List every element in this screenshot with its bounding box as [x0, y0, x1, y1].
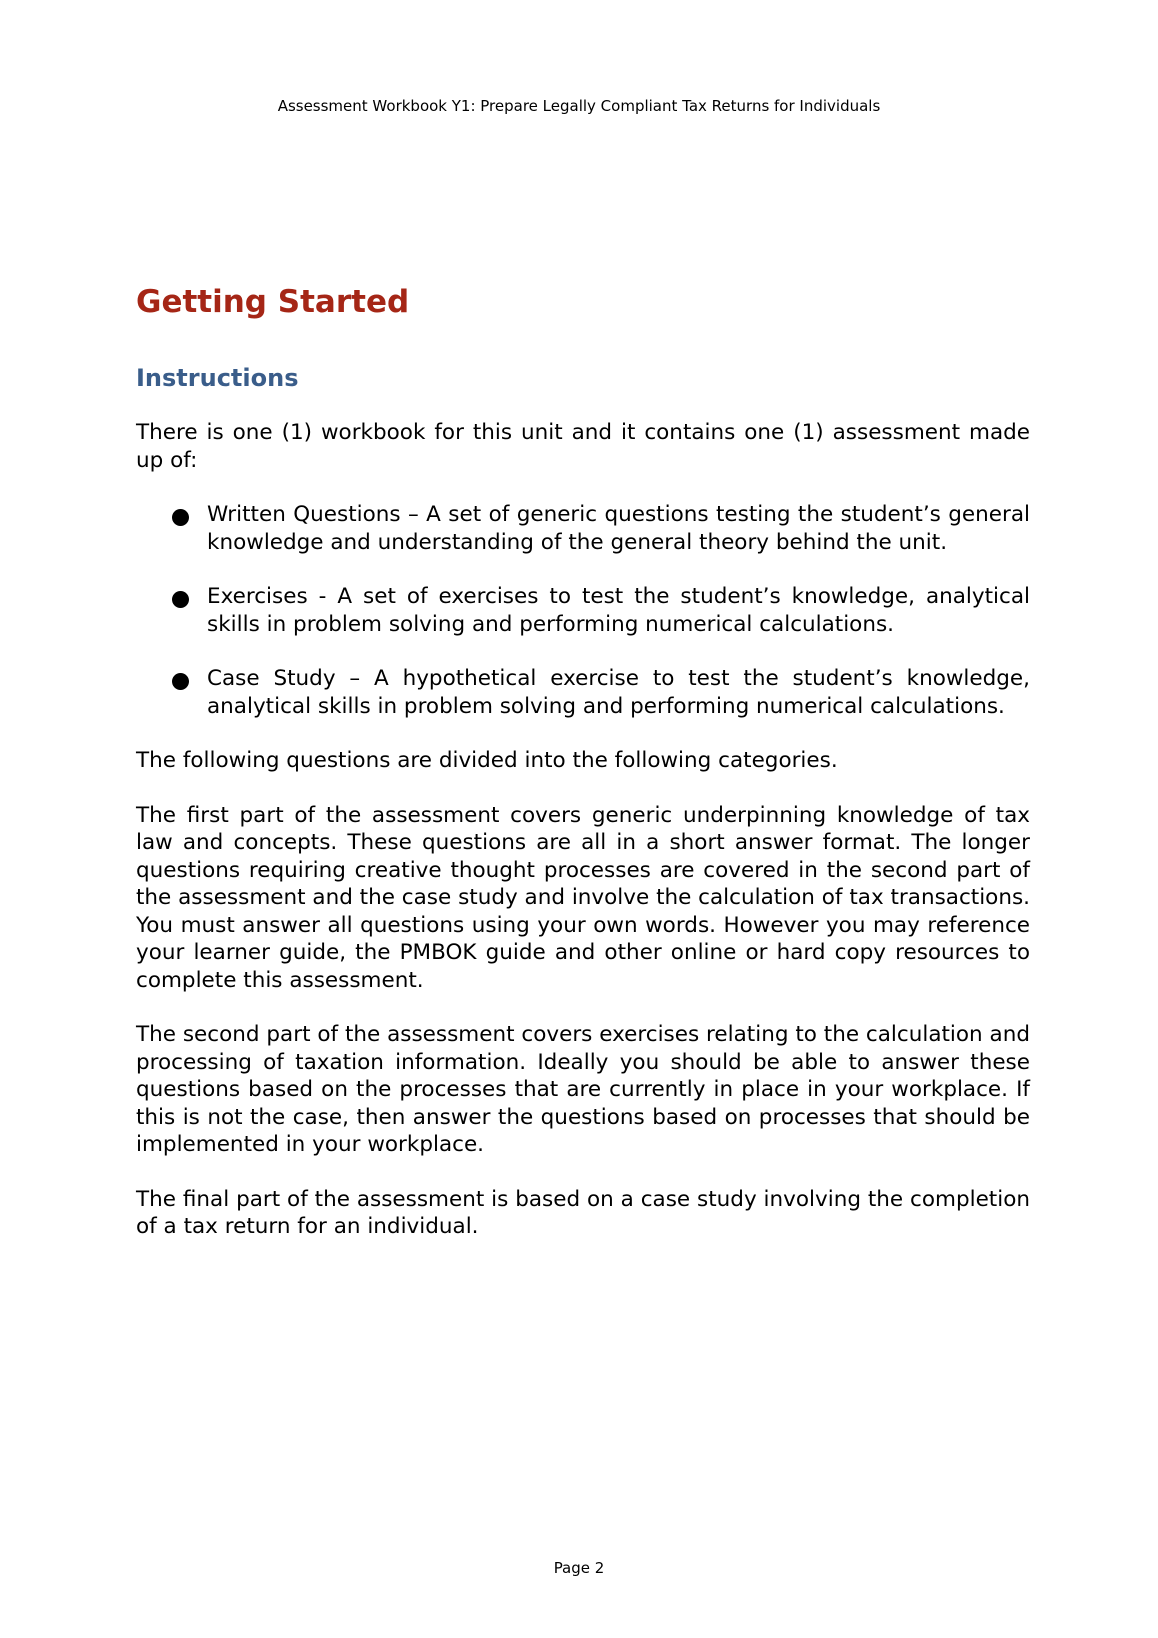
list-item-text: Written Questions – A set of generic questions testing the student’s general knowledge and understanding of the general theory behind the unit.: [207, 502, 1030, 555]
final-part-paragraph: The final part of the assessment is based on a case study involving the completion of a tax return for an individual.: [136, 1186, 1030, 1239]
page-title: Getting Started: [136, 284, 410, 320]
list-item-case-study: [136, 665, 1030, 720]
intro-paragraph: There is one (1) workbook for this unit and it contains one (1) assessment made up of:: [136, 420, 1030, 473]
second-part-paragraph: The second part of the assessment covers exercises relating to the calculation and processing of taxation information. Ideally you should be able to answer these questions based on the processes that are currently in place in your workplace. If this is not the case, then answer the questions based on processes that should be implemented in your workplace.: [136, 1022, 1030, 1157]
bullet-icon: [172, 591, 189, 608]
section-heading-instructions: Instructions: [136, 364, 299, 392]
list-item-text: Case Study – A hypothetical exercise to test the student’s knowledge, analytical skills in problem solving and performing numerical calculations.: [207, 666, 1030, 719]
page-number: Page 2: [553, 1559, 605, 1577]
first-part-paragraph: The first part of the assessment covers generic underpinning knowledge of tax law and concepts. These questions are all in a short answer format. The longer questions requiring creative thought processes are covered in the second part of the assessment and the case study and involve the calculation of tax transactions. You must answer all questions using your own words. However you may reference your learner guide, the PMBOK guide and other online or hard copy resources to complete this assessment.: [136, 802, 1030, 993]
list-item-written-questions: [136, 501, 1030, 556]
categories-paragraph: The following questions are divided into the following categories.: [136, 748, 838, 773]
running-header: Assessment Workbook Y1: Prepare Legally Compliant Tax Returns for Individuals: [277, 97, 881, 115]
assessment-components-list: [136, 501, 1030, 720]
bullet-icon: [172, 673, 189, 690]
list-item-text: Exercises - A set of exercises to test the student’s knowledge, analytical skills in problem solving and performing numerical calculations.: [207, 584, 1030, 637]
list-item-exercises: [136, 583, 1030, 638]
bullet-icon: [172, 509, 189, 526]
document-body: [136, 282, 1030, 1241]
